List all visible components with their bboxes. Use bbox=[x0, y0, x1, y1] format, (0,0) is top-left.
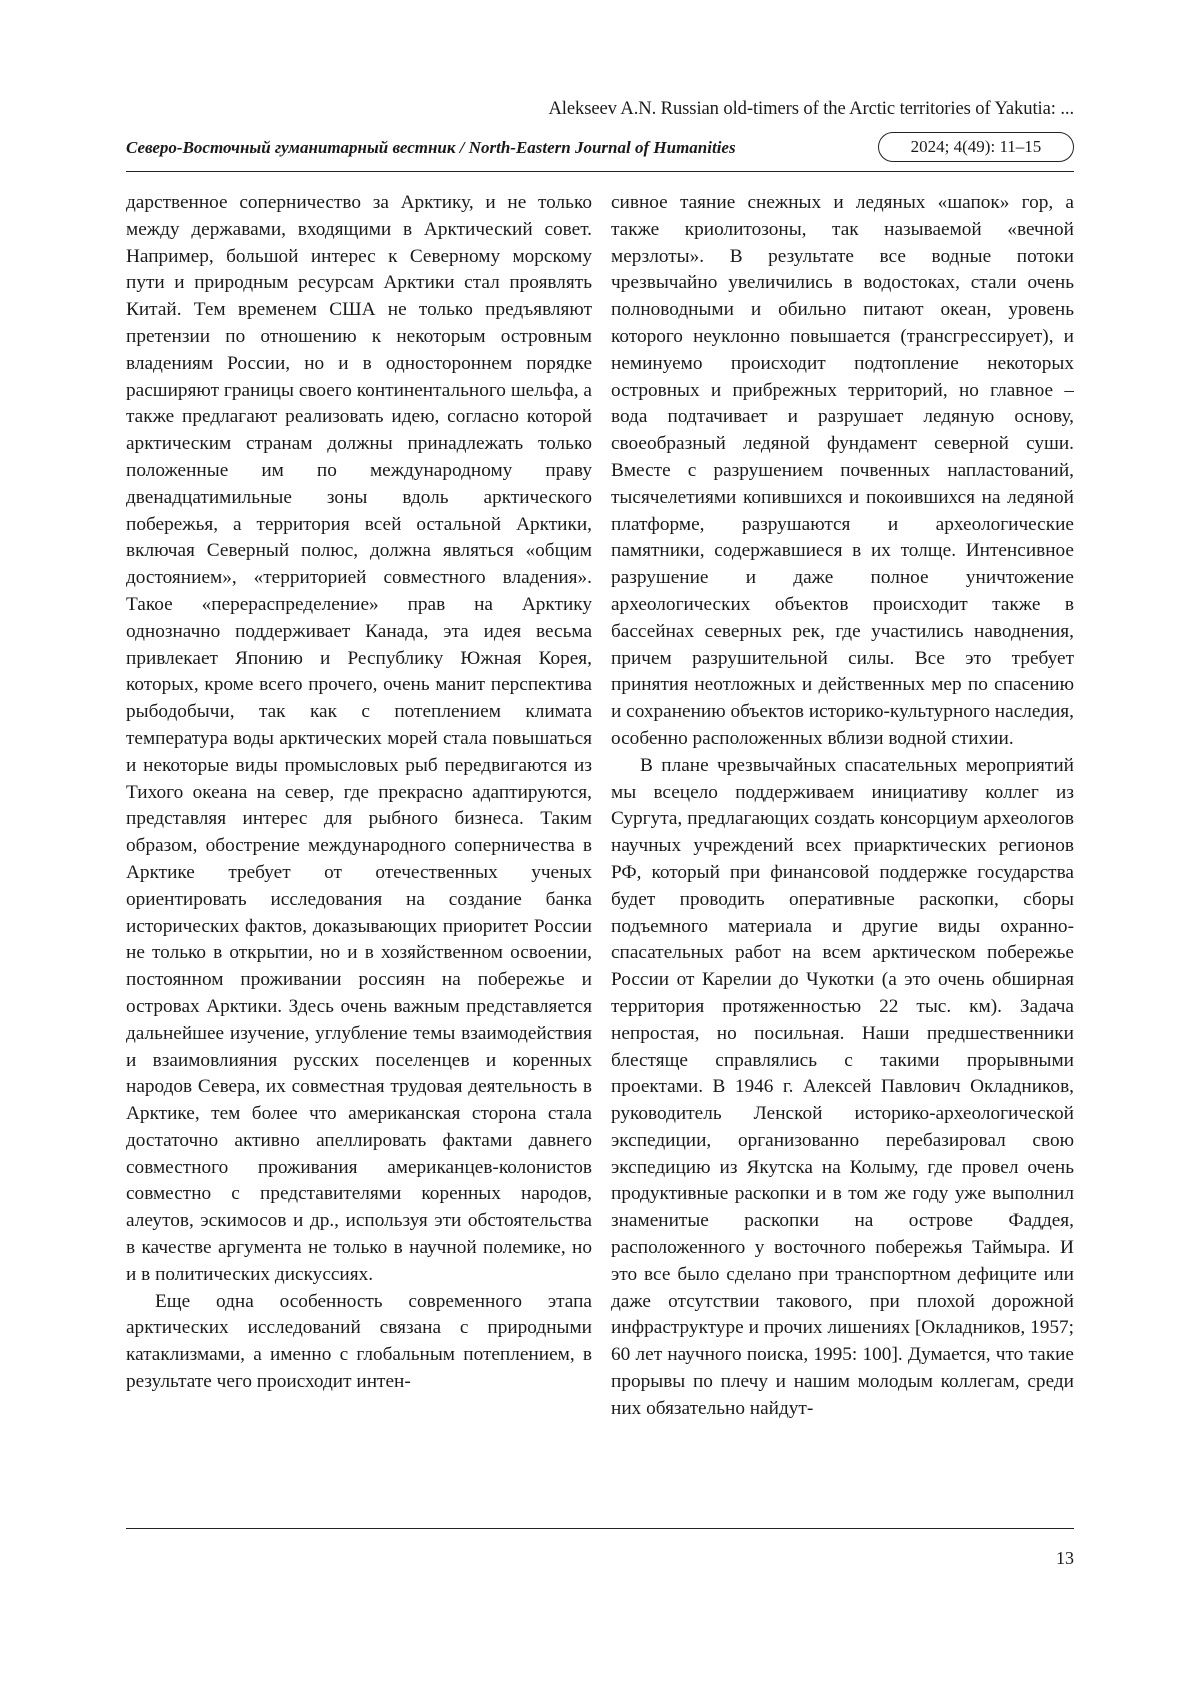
left-column bbox=[126, 190, 592, 1520]
footer-divider bbox=[126, 1528, 1074, 1529]
running-title: Alekseev A.N. Russian old-timers of the Arctic territories of Yakutia: ... bbox=[548, 98, 1074, 119]
header-divider bbox=[126, 171, 1074, 172]
left-column-paragraph-2: Еще одна особенность современного этапа арктических исследований связана с природными катаклизмами, а именно с глобальным потеплением, в результате чего происходит интен- bbox=[126, 1290, 592, 1393]
page-number: 13 bbox=[1056, 1548, 1074, 1568]
right-column-paragraph-1: сивное таяние снежных и ледяных «шапок» гор, а также криолитозоны, так называемой «вечной мерзлоты». В результате все водные потоки чрезвычайно увеличились в водостоках, стали очень полноводными и обильно питают океан, уровень которого неуклонно повышается (трансгрессирует), и неминуемо происходит подтопление некоторых островных и прибрежных территорий, но главное – вода подтачивает и разрушает ледяную основу, своеобразный ледяной фундамент северной суши. Вместе с разрушением почвенных напластований, тысячелетиями копившихся и покоившихся на ледяной платформе, разрушаются и археологические памятники, содержавшиеся в их толще. Интенсивное разрушение и даже полное уничтожение археологических объектов происходит также в бассейнах северных рек, где участились наводнения, причем разрушительной силы. Все это требует принятия неотложных и действенных мер по спасению и сохранению объектов историко-культурного наследия, особенно расположенных вблизи водной стихии. bbox=[611, 192, 1074, 749]
right-column bbox=[611, 190, 1074, 1520]
issue-badge: 2024; 4(49): 11–15 bbox=[878, 132, 1074, 162]
left-column-paragraph-1: дарственное соперничество за Арктику, и не только между державами, входящими в Арктический совет. Например, большой интерес к Северному морскому пути и природным ресурсам Арктики стал проявлять Китай. Тем временем США не только предъявляют претензии по отношению к некоторым островным владениям России, но и в одностороннем порядке расширяют границы своего континентального шельфа, а также предлагают реализовать идею, согласно которой арктическим странам должны принадлежать только положенные им по международному праву двенадцатимильные зоны вдоль арктического побережья, а территория всей остальной Арктики, включая Северный полюс, должна являться «общим достоянием», «территорией совместного владения». Такое «перераспределение» прав на Арктику однозначно поддерживает Канада, эта идея весьма привлекает Японию и Республику Южная Корея, которых, кроме всего прочего, очень манит перспектива рыбодобычи, так как с потеплением климата температура воды арктических морей стала повышаться и некоторые виды промысловых рыб передвигаются из Тихого океана на север, где прекрасно адаптируются, представляя интерес для рыбного бизнеса. Таким образом, обострение международного соперничества в Арктике требует от отечественных ученых ориентировать исследования на создание банка исторических фактов, доказывающих приоритет России не только в открытии, но и в хозяйственном освоении, постоянном проживании россиян на побережье и островах Арктики. Здесь очень важным представляется дальнейшее изучение, углубление темы взаимодействия и взаимовлияния русских поселенцев и коренных народов Севера, их совместная трудовая деятельность в Арктике, тем более что американская сторона стала достаточно активно апеллировать фактами давнего совместного проживания американцев-колонистов совместно с представителями коренных народов, алеутов, эскимосов и др., используя эти обстоятельства в качестве аргумента не только в научной полемике, но и в политических дискуссиях. bbox=[126, 192, 592, 1285]
right-column-paragraph-2: В плане чрезвычайных спасательных мероприятий мы всецело поддерживаем инициативу коллег из Сургута, предлагающих создать консорциум археологов научных учреждений всех приарктических регионов РФ, который при финансовой поддержке государства будет проводить оперативные раскопки, сборы подъемного материала и другие виды охранно-спасательных работ на всем арктическом побережье России от Карелии до Чукотки (а это очень обширная территория протяженностью 22 тыс. км). Задача непростая, но посильная. Наши предшественники блестяще справлялись с такими прорывными проектами. В 1946 г. Алексей Павлович Окладников, руководитель Ленской историко-археологической экспедиции, организованно перебазировал свою экспедицию из Якутска на Колыму, где провел очень продуктивные раскопки и в том же году уже выполнил знаменитые раскопки на острове Фаддея, расположенного у восточного побережья Таймыра. И это все было сделано при транспортном дефиците или даже отсутствии такового, при плохой дорожной инфраструктуре и прочих лишениях [Окладников, 1957; 60 лет научного поиска, 1995: 100]. Думается, что такие прорывы по плечу и нашим молодым коллегам, среди них обязательно найдут- bbox=[611, 754, 1074, 1419]
journal-name: Северо-Восточный гуманитарный вестник / North-Eastern Journal of Humanities bbox=[126, 138, 736, 157]
